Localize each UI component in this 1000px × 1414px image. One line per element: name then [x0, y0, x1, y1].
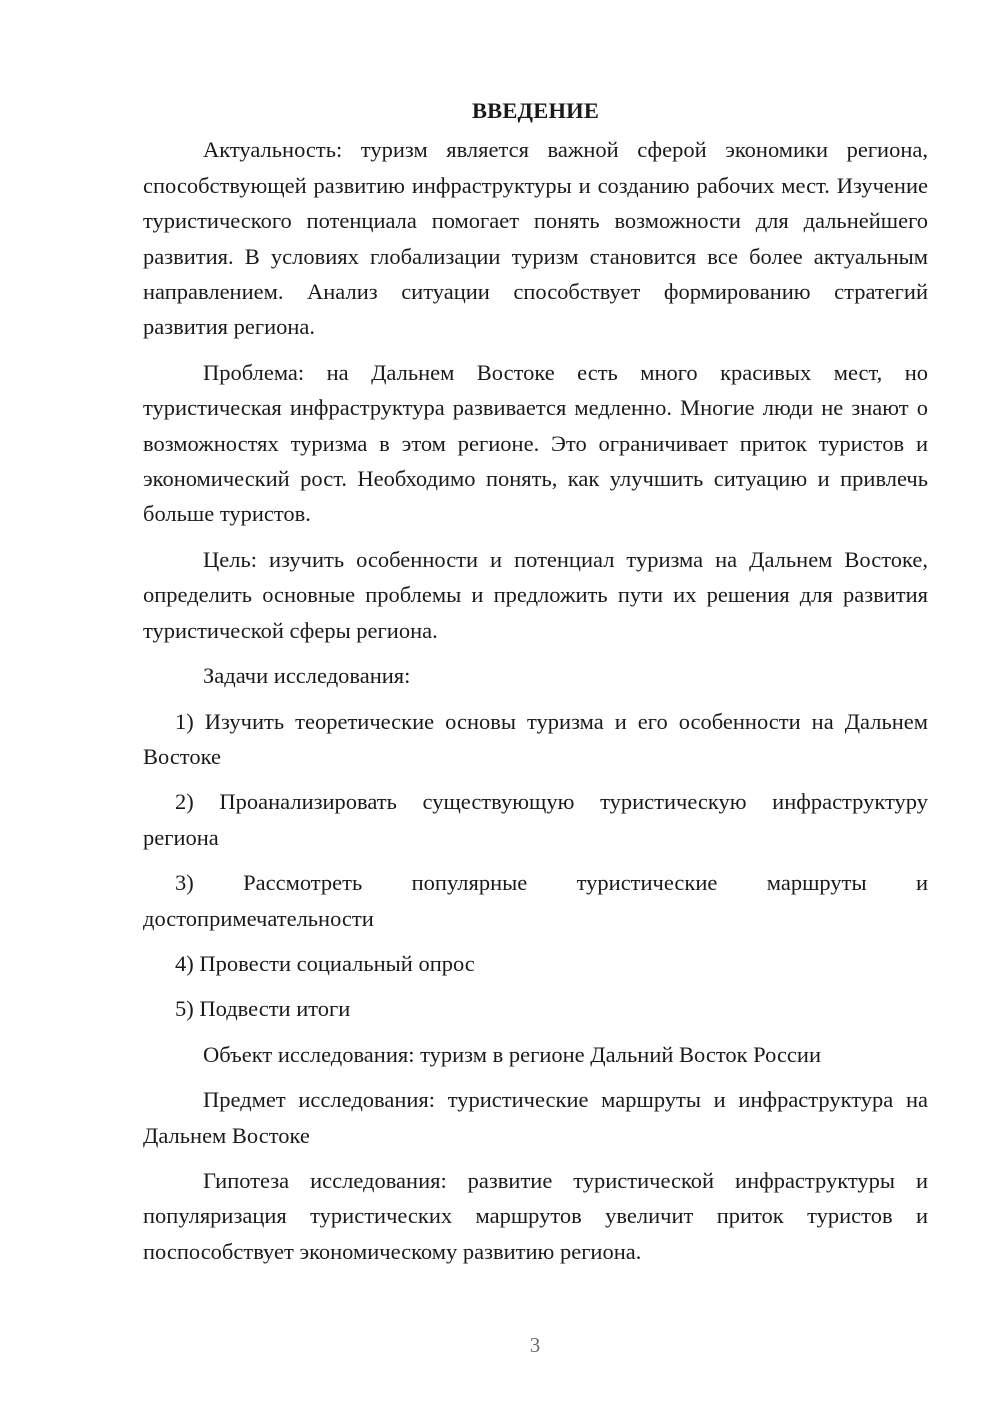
page-title: ВВЕДЕНИЕ — [471, 98, 600, 123]
task-item: 4) Провести социальный опрос — [175, 950, 475, 976]
relevance-paragraph: Актуальность: туризм является важной сферой экономики региона, способствующей развитию инфраструктуры и созданию рабочих мест. Изучение туристического потенциала помогает понять возможности для дальнейшего развития. В условиях глобализации туризм становится все более актуальным направлением. Анализ ситуации способствует формированию стратегий развития региона. — [143, 137, 928, 340]
task-item: 2) Проанализировать существующую туристическую инфраструктуру региона — [143, 789, 928, 850]
goal-paragraph: Цель: изучить особенности и потенциал туризма на Дальнем Востоке, определить основные проблемы и предложить пути их решения для развития туристической сферы региона. — [143, 546, 928, 643]
task-item: 1) Изучить теоретические основы туризма и его особенности на Дальнем Востоке — [143, 708, 928, 769]
tasks-title: Задачи исследования: — [203, 663, 411, 689]
object-paragraph: Объект исследования: туризм в регионе Дальний Восток России — [203, 1041, 822, 1067]
page-number: 3 — [529, 1333, 541, 1357]
subject-paragraph: Предмет исследования: туристические маршруты и инфраструктура на Дальнем Востоке — [143, 1087, 928, 1148]
task-item: 3) Рассмотреть популярные туристические маршруты и достопримечательности — [143, 870, 928, 931]
task-item: 5) Подвести итоги — [175, 996, 351, 1022]
page-body — [143, 93, 928, 1279]
problem-paragraph: Проблема: на Дальнем Востоке есть много красивых мест, но туристическая инфраструктура развивается медленно. Многие люди не знают о возможностях туризма в этом регионе. Это ограничивает приток туристов и экономический рост. Необходимо понять, как улучшить ситуацию и привлечь больше туристов. — [143, 359, 928, 527]
hypothesis-paragraph: Гипотеза исследования: развитие туристической инфраструктуры и популяризация туристических маршрутов увеличит приток туристов и поспособствует экономическому развитию региона. — [143, 1167, 928, 1264]
